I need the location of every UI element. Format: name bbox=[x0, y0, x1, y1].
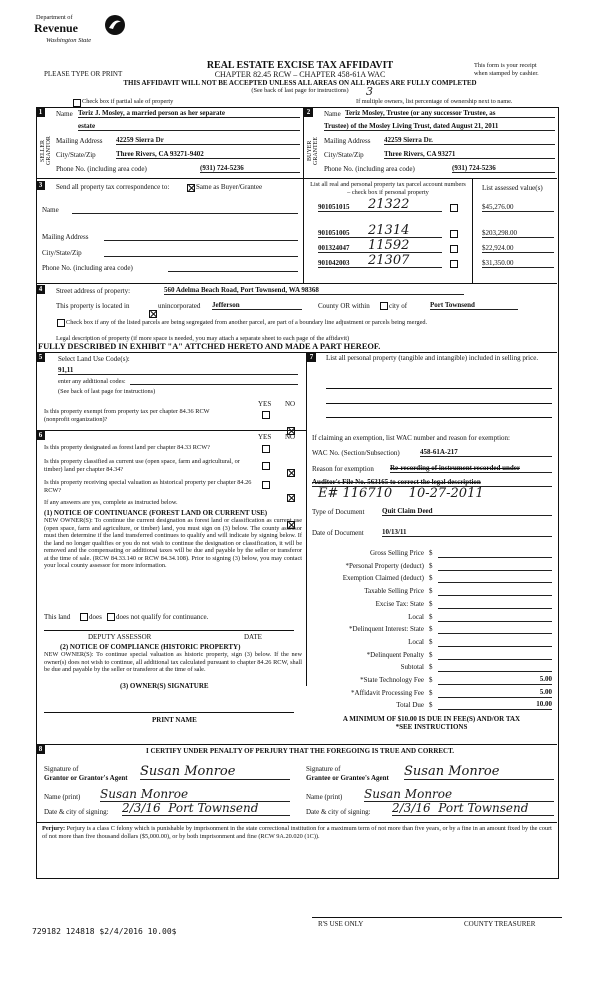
fee-dollar-sign: $ bbox=[429, 650, 433, 659]
grantee-name-label: Name (print) bbox=[306, 793, 343, 801]
section-5-top bbox=[36, 352, 557, 353]
yes-header-1: YES bbox=[258, 400, 272, 408]
segregated-label: Check box if any of the listed parcels are being segregated from another parcel, are part of a boundary line adjustment or parcels being merged. bbox=[66, 319, 428, 326]
buyer-phone-label: Phone No. (including area code) bbox=[324, 165, 415, 173]
fee-dollar-sign: $ bbox=[429, 701, 433, 710]
no-header-2: NO bbox=[285, 433, 296, 441]
buyer-mailing-label: Mailing Address bbox=[324, 137, 371, 145]
forest-no-checkbox[interactable] bbox=[287, 469, 295, 477]
parcel-number[interactable]: 001324047 bbox=[318, 244, 366, 253]
seller-phone-label: Phone No. (including area code) bbox=[56, 165, 147, 173]
seller-mailing-value[interactable]: 42259 Sierra Dr bbox=[116, 136, 300, 145]
correspondence-city-field[interactable] bbox=[104, 249, 298, 257]
correspondence-phone-label: Phone No. (including area code) bbox=[42, 264, 133, 272]
personal-property-checkbox[interactable] bbox=[450, 204, 458, 212]
fee-label: *Affidavit Processing Fee bbox=[351, 688, 424, 697]
fee-dollar-sign: $ bbox=[429, 549, 433, 557]
fee-dollar-sign: $ bbox=[429, 637, 433, 646]
fee-dollar-sign: $ bbox=[429, 587, 433, 596]
land-use-see-back: (See back of last page for instructions) bbox=[58, 388, 156, 395]
section-5-7-divider bbox=[306, 352, 307, 686]
city-of-label: city of bbox=[389, 302, 408, 310]
land-use-value[interactable]: 91,11 bbox=[58, 366, 298, 375]
section-3-number: 3 bbox=[36, 181, 45, 190]
doc-date-label: Date of Document bbox=[312, 529, 364, 537]
if-any-yes: If any answers are yes, complete as instructed below. bbox=[44, 499, 178, 506]
fee-amount[interactable]: 10.00 bbox=[438, 700, 552, 710]
current-use-question: Is this property classified as current use (open space, farm and agricultural, or timber) land per chapter 84.34? bbox=[44, 458, 240, 473]
doc-type-label: Type of Document bbox=[312, 508, 365, 516]
form-subtitle: CHAPTER 82.45 RCW – CHAPTER 458-61A WAC bbox=[214, 70, 386, 79]
fee-amount[interactable] bbox=[438, 637, 552, 647]
perjury-top bbox=[36, 822, 557, 823]
grantee-date-label: Date & city of signing: bbox=[306, 808, 371, 816]
same-as-buyer-checkbox[interactable] bbox=[187, 184, 195, 192]
correspondence-phone-field[interactable] bbox=[168, 264, 298, 272]
parcel-underline bbox=[366, 229, 442, 238]
reason-value-2[interactable]: Auditor's File No. 563165 to correct the legal description bbox=[312, 478, 552, 487]
parcels-header: List all real and personal property tax parcel account numbers – check box if personal property bbox=[310, 181, 466, 196]
see-back-note: (See back of last page for instructions) bbox=[251, 87, 349, 94]
fee-label: Gross Selling Price bbox=[369, 549, 424, 557]
historic-yes-checkbox[interactable] bbox=[262, 481, 270, 489]
forest-question: Is this property designated as forest land per chapter 84.33 RCW? bbox=[44, 444, 210, 451]
parcel-number[interactable]: 901051015 bbox=[318, 203, 366, 212]
multiple-owners-note: If multiple owners, list percentage of ownership next to name. bbox=[356, 98, 513, 105]
partial-sale-checkbox[interactable] bbox=[73, 99, 81, 107]
fee-label: Local bbox=[408, 637, 424, 646]
print-name-label: PRINT NAME bbox=[152, 716, 197, 724]
parcel-assessed-value[interactable]: $31,350.00 bbox=[482, 259, 554, 268]
grantor-name[interactable]: Susan Monroe bbox=[100, 787, 290, 802]
fee-dollar-sign: $ bbox=[429, 574, 433, 583]
seller-mailing-label: Mailing Address bbox=[56, 137, 103, 145]
perjury-notice bbox=[42, 825, 552, 840]
dor-logo bbox=[28, 14, 133, 50]
cashier-receipt-stamp: 729182 124818 $2/4/2016 10.00$ bbox=[32, 927, 177, 936]
min-fee-note: A MINIMUM OF $10.00 IS DUE IN FEE(S) AND/OR TAX bbox=[342, 715, 521, 723]
county-value[interactable]: Jefferson bbox=[212, 301, 302, 310]
fee-amount[interactable] bbox=[438, 599, 552, 609]
correspondence-mailing-field[interactable] bbox=[104, 233, 298, 241]
fee-label: Excise Tax: State bbox=[375, 599, 424, 608]
section-4-number: 4 bbox=[36, 285, 45, 294]
street-label: Street address of property: bbox=[56, 287, 131, 295]
print-name-line bbox=[44, 712, 294, 713]
center-divider bbox=[303, 107, 304, 283]
land-does-checkbox[interactable] bbox=[80, 613, 88, 621]
city-value[interactable]: Port Townsend bbox=[430, 301, 518, 310]
section-5-number: 5 bbox=[36, 353, 45, 362]
fee-label: Total Due bbox=[396, 701, 424, 710]
doc-date-value[interactable]: 10/13/11 bbox=[382, 528, 552, 537]
fee-amount[interactable] bbox=[438, 548, 552, 558]
parcel-assessed-value[interactable]: $22,924.00 bbox=[482, 244, 554, 253]
deputy-signature-line bbox=[44, 630, 294, 631]
does-label: does bbox=[89, 613, 102, 621]
correspondence-name-field[interactable] bbox=[72, 206, 298, 214]
city-checkbox[interactable] bbox=[380, 302, 388, 310]
fee-amount[interactable] bbox=[438, 561, 552, 571]
form-warning: THIS AFFIDAVIT WILL NOT BE ACCEPTED UNLESS ALL AREAS ON ALL PAGES ARE FULLY COMPLETED bbox=[123, 79, 477, 87]
buyer-side-label: BUYER GRANTEE bbox=[307, 137, 319, 165]
personal-property-line-3 bbox=[326, 417, 552, 418]
correspondence-name-label: Name bbox=[42, 206, 59, 214]
fee-label: *Delinquent Interest: State bbox=[348, 625, 424, 634]
located-label: This property is located in bbox=[56, 302, 130, 310]
notice-2-title: (2) NOTICE OF COMPLIANCE (HISTORIC PROPERTY) bbox=[60, 643, 241, 651]
fee-label: Subtotal bbox=[400, 663, 424, 672]
fee-label: Exemption Claimed (deduct) bbox=[342, 574, 424, 583]
seller-side-label: SELLER GRANTOR bbox=[40, 136, 52, 166]
page-mark: 3 bbox=[366, 85, 373, 98]
seller-city-label: City/State/Zip bbox=[56, 151, 96, 159]
county-label: County OR within bbox=[318, 302, 370, 310]
personal-property-checkbox[interactable] bbox=[450, 230, 458, 238]
deputy-assessor-label: DEPUTY ASSESSOR bbox=[88, 633, 152, 641]
owner-signature-label: (3) OWNER(S) SIGNATURE bbox=[120, 682, 209, 690]
fee-dollar-sign: $ bbox=[429, 676, 433, 684]
certify-statement: I CERTIFY UNDER PENALTY OF PERJURY THAT THE FOREGOING IS TRUE AND CORRECT. bbox=[145, 747, 454, 755]
fee-label: *Personal Property (deduct) bbox=[345, 561, 424, 570]
reason-label: Reason for exemption bbox=[312, 465, 374, 473]
section-3-bottom bbox=[36, 283, 557, 284]
section-8-number: 8 bbox=[36, 745, 45, 754]
buyer-city-value[interactable]: Three Rivers, CA 93271 bbox=[384, 150, 555, 159]
fee-amount[interactable] bbox=[438, 612, 552, 622]
fee-dollar-sign: $ bbox=[429, 599, 433, 608]
buyer-name-value-1[interactable]: Teriz Mosley, Trustee (or any successor Trustee, as bbox=[345, 109, 555, 118]
grantor-date-label: Date & city of signing: bbox=[44, 808, 109, 816]
personal-property-line-1 bbox=[326, 388, 552, 389]
personal-property-checkbox[interactable] bbox=[450, 245, 458, 253]
assessor-date-label: DATE bbox=[244, 633, 262, 641]
logo-line-2: Revenue bbox=[34, 21, 78, 35]
grantor-sig-label-1: Signature of bbox=[44, 765, 79, 773]
exempt-question: Is this property exempt from property tax per chapter 84.36 RCW (nonprofit organization)? bbox=[44, 408, 210, 423]
land-does-not-checkbox[interactable] bbox=[107, 613, 115, 621]
grantee-name[interactable]: Susan Monroe bbox=[364, 787, 554, 802]
no-header-1: NO bbox=[285, 400, 296, 408]
logo-line-1: Department of bbox=[36, 14, 73, 21]
buyer-mailing-value[interactable]: 42259 Sierra Dr. bbox=[384, 136, 555, 145]
fee-amount[interactable] bbox=[438, 586, 552, 596]
exempt-yes-checkbox[interactable] bbox=[262, 411, 270, 419]
forest-yes-checkbox[interactable] bbox=[262, 445, 270, 453]
land-use-label: Select Land Use Code(s): bbox=[58, 355, 130, 363]
section-8-top bbox=[36, 744, 557, 745]
fee-amount[interactable] bbox=[438, 624, 552, 634]
personal-property-checkbox[interactable] bbox=[450, 260, 458, 268]
segregated-checkbox[interactable] bbox=[57, 319, 65, 327]
fee-amount[interactable] bbox=[438, 650, 552, 660]
section-7-number: 7 bbox=[307, 353, 316, 362]
fee-amount[interactable]: 5.00 bbox=[438, 688, 552, 698]
correspondence-city-label: City/State/Zip bbox=[42, 249, 82, 257]
additional-codes-label: enter any additional codes: bbox=[58, 378, 126, 385]
correspondence-mailing-label: Mailing Address bbox=[42, 233, 89, 241]
fee-label: *State Technology Fee bbox=[360, 676, 424, 684]
buyer-name-value-2[interactable]: Trustee) of the Mosley Living Trust, dated August 21, 2011 bbox=[324, 122, 555, 131]
notice-2-body: NEW OWNER(S): To continue special valuation as historic property, sign (3) below. If the new owner(s) does not wish to continue, all additional tax calculated pursuant to chapter 84.26 RCW, shall be due and payable by the seller or transferor at the time of sale. bbox=[44, 651, 302, 673]
parcel-assessed-value[interactable]: $45,276.00 bbox=[482, 203, 554, 212]
parcel-number[interactable]: 901042003 bbox=[318, 259, 366, 268]
current-use-no-checkbox[interactable] bbox=[287, 494, 295, 502]
parcel-handwritten-number: 21322 bbox=[368, 197, 410, 212]
doc-type-value[interactable]: Quit Claim Deed bbox=[382, 507, 552, 516]
fee-dollar-sign: $ bbox=[429, 561, 433, 570]
receipt-note-2: when stamped by cashier. bbox=[474, 70, 539, 77]
fee-amount[interactable] bbox=[438, 662, 552, 672]
personal-property-label: List all personal property (tangible and intangible) included in selling price. bbox=[326, 354, 539, 362]
dor-swirl-icon bbox=[104, 14, 126, 36]
fee-label: *Delinquent Penalty bbox=[366, 650, 424, 659]
fee-dollar-sign: $ bbox=[429, 625, 433, 634]
yes-header-2: YES bbox=[258, 433, 272, 441]
seller-name-value-2[interactable]: estate bbox=[78, 122, 300, 131]
grantee-signature[interactable]: Susan Monroe bbox=[404, 764, 554, 780]
section-6-number: 6 bbox=[36, 431, 45, 440]
historic-question: Is this property receiving special valuation as historical property per chapter 84.26 RCW? bbox=[44, 479, 252, 494]
notice-1-body: NEW OWNER(S): To continue the current designation as forest land or classification as current use (open space, farm and agriculture, or timber) land, you must sign on (3) below. The county assessor must then determine if the land transferred continues to qualify and will indicate by signing below. If the land no longer qualifies or you do not wish to continue the designation or classification, it will be removed and the compensating or additional taxes will be due and payable by the seller or transferor at the time of sale. (RCW 84.33.140 or RCW 84.34.108). Prior to signing (3) below, you may contact your local county assessor for more information. bbox=[44, 517, 302, 569]
parcel-handwritten-number: 21314 bbox=[368, 223, 410, 238]
parcel-underline bbox=[366, 244, 442, 253]
exemption-label: If claiming an exemption, list WAC number and reason for exemption: bbox=[312, 434, 510, 442]
grantor-signature[interactable]: Susan Monroe bbox=[140, 764, 290, 780]
section-1-number: 1 bbox=[36, 108, 45, 117]
notice-1-title: (1) NOTICE OF CONTINUANCE (FOREST LAND OR CURRENT USE) bbox=[44, 509, 268, 517]
personal-property-line-2 bbox=[326, 403, 552, 404]
section-6-top bbox=[36, 430, 306, 431]
unincorporated-label: unincorporated bbox=[158, 302, 201, 310]
grantee-sig-label-1: Signature of bbox=[306, 765, 341, 773]
assessed-header: List assessed value(s) bbox=[482, 184, 543, 192]
section-2-number: 2 bbox=[304, 108, 313, 117]
recording-number-handwritten: E# 116710 10-27-2011 bbox=[318, 486, 484, 501]
fee-amount[interactable] bbox=[438, 573, 552, 583]
perjury-label: Perjury: bbox=[42, 825, 66, 832]
parcel-underline bbox=[366, 203, 442, 212]
fee-label: Local bbox=[408, 612, 424, 621]
parcel-handwritten-number: 21307 bbox=[368, 253, 410, 268]
see-instructions: *SEE INSTRUCTIONS bbox=[395, 723, 468, 731]
section-2-bottom bbox=[304, 178, 557, 179]
county-treasurer-label: COUNTY TREASURER bbox=[464, 920, 536, 928]
seller-city-value[interactable]: Three Rivers, CA 93271-9402 bbox=[116, 150, 300, 159]
fee-amount[interactable]: 5.00 bbox=[438, 675, 552, 685]
reason-value-1[interactable]: Re-recording of instrument recorded under bbox=[390, 464, 552, 473]
fully-described-text: FULLY DESCRIBED IN EXHIBIT "A" ATTCHED HERETO AND MADE A PART HEREOF. bbox=[38, 342, 381, 351]
parcel-assessed-value[interactable]: $203,298.00 bbox=[482, 229, 554, 238]
buyer-city-label: City/State/Zip bbox=[324, 151, 364, 159]
receipt-note-1: This form is your receipt bbox=[474, 62, 537, 69]
unincorporated-checkbox[interactable] bbox=[149, 310, 157, 318]
perjury-text: Perjury is a class C felony which is punishable by imprisonment in the state correctional institution for a maximum term of not more than five years, or by a fine in an amount fixed by the court of not more than five thousand dollars ($5,000.00), or by both imprisonment and fine (RCW 9A.20.020 (1C)). bbox=[42, 825, 552, 840]
wac-label: WAC No. (Section/Subsection) bbox=[312, 449, 400, 457]
fee-dollar-sign: $ bbox=[429, 663, 433, 672]
parcels-divider bbox=[472, 179, 473, 283]
legal-description-label: Legal description of property (if more space is needed, you may attach a separate sheet to each page of the affidavit) bbox=[56, 335, 350, 342]
seller-name-label: Name bbox=[56, 110, 73, 118]
parcel-handwritten-number: 11592 bbox=[368, 238, 410, 253]
send-correspondence-label: Send all property tax correspondence to: bbox=[56, 183, 170, 191]
users-only-label: R'S USE ONLY bbox=[318, 920, 364, 928]
seller-phone-value[interactable]: (931) 724-5236 bbox=[200, 164, 300, 173]
does-not-label: does not qualify for continuance. bbox=[116, 613, 209, 621]
buyer-phone-value[interactable]: (931) 724-5236 bbox=[452, 164, 555, 173]
same-as-buyer-label: Same as Buyer/Grantee bbox=[196, 183, 263, 191]
please-type: PLEASE TYPE OR PRINT bbox=[44, 70, 123, 78]
additional-codes-field[interactable] bbox=[130, 377, 298, 385]
logo-line-3: Washington State bbox=[46, 37, 92, 44]
fee-dollar-sign: $ bbox=[429, 688, 433, 697]
seller-name-value-1[interactable]: Teriz J. Mosley, a married person as her separate bbox=[78, 109, 300, 118]
grantee-sig-label-2: Grantee or Grantee's Agent bbox=[306, 774, 389, 782]
partial-sale-label: Check box if partial sale of property bbox=[82, 98, 174, 105]
this-land-label: This land bbox=[44, 613, 71, 621]
fee-label: Taxable Selling Price bbox=[364, 587, 424, 596]
wac-value[interactable]: 458-61A-217 bbox=[420, 448, 552, 457]
fee-dollar-sign: $ bbox=[429, 612, 433, 621]
section-1-bottom bbox=[36, 178, 304, 179]
buyer-name-label: Name bbox=[324, 110, 341, 118]
grantor-date-city[interactable]: 2/3/16 Port Townsend bbox=[122, 801, 290, 816]
user-only-line bbox=[312, 917, 562, 918]
grantor-name-label: Name (print) bbox=[44, 793, 81, 801]
grantee-date-city[interactable]: 2/3/16 Port Townsend bbox=[392, 801, 554, 816]
parcel-underline bbox=[366, 259, 442, 268]
form-title: REAL ESTATE EXCISE TAX AFFIDAVIT bbox=[206, 60, 394, 71]
parcel-number[interactable]: 901051005 bbox=[318, 229, 366, 238]
grantor-sig-label-2: Grantor or Grantor's Agent bbox=[44, 774, 128, 782]
current-use-yes-checkbox[interactable] bbox=[262, 462, 270, 470]
street-value[interactable]: 560 Adelma Beach Road, Port Townsend, WA 98368 bbox=[164, 286, 464, 295]
